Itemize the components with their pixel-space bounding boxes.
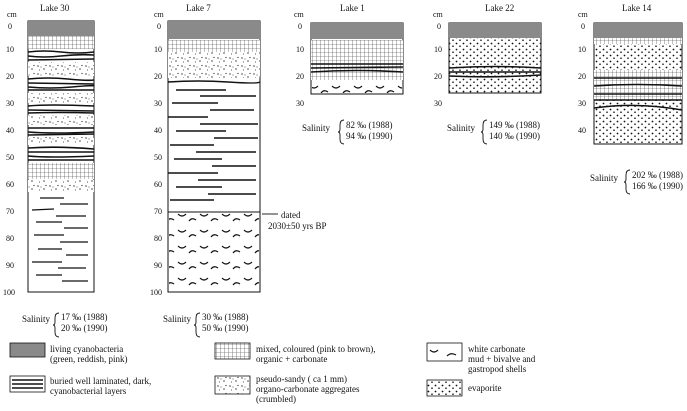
layer-pseudo-sandy: [28, 115, 94, 125]
depth-axis: [434, 22, 442, 108]
tick-label: 20: [6, 72, 14, 81]
salinity-brace: [53, 313, 59, 337]
legend-label: organic + carbonate: [256, 354, 328, 364]
tick-label: 0: [8, 22, 12, 31]
salinity-value-1990: 166 ‰ (1990): [632, 181, 683, 191]
tick-label: 20: [154, 72, 162, 81]
layer-pseudo-sandy: [28, 180, 94, 192]
legend-label: organo-carbonate aggregates: [256, 384, 360, 394]
salinity-value-1990: 20 ‰ (1990): [61, 323, 108, 333]
tick-label: 10: [6, 45, 14, 54]
tick-label: 0: [298, 22, 302, 31]
legend-label: (green, reddish, pink): [50, 354, 128, 364]
core-title: Lake 14: [622, 3, 652, 13]
salinity-label: Salinity: [447, 123, 476, 133]
tick-label: 20: [296, 72, 304, 81]
tick-label: 10: [296, 45, 304, 54]
layer-living-cyanobacteria: [311, 23, 403, 39]
layer-pseudo-sandy: [28, 137, 94, 145]
layer-mixed: [594, 38, 682, 44]
legend-label: mud + bivalve and: [468, 354, 536, 364]
tick-label: 0: [581, 22, 585, 31]
depth-axis: [3, 22, 15, 297]
layer-mixed: [28, 36, 94, 49]
layer-living-cyanobacteria: [449, 23, 541, 38]
core-lake-14: [578, 3, 683, 194]
tick-label: 30: [578, 99, 586, 108]
legend: [10, 343, 536, 404]
depth-unit-label: cm: [294, 10, 304, 19]
core-lake-30: [3, 3, 108, 337]
layer-pseudo-sandy: [28, 93, 94, 103]
depth-unit-label: cm: [578, 10, 588, 19]
legend-label: evaporite: [468, 383, 502, 393]
legend-swatch-evaporite: [427, 380, 462, 396]
tick-label: 0: [437, 22, 441, 31]
dating-annotation-label: dated: [281, 210, 301, 220]
salinity-value-1988: 149 ‰ (1988): [489, 120, 540, 130]
legend-item-evaporite: [427, 380, 501, 396]
legend-swatch-sandy: [215, 376, 250, 394]
core-title: Lake 1: [340, 3, 365, 13]
tick-label: 80: [6, 234, 14, 243]
legend-item-mixed: [215, 343, 375, 364]
tick-label: 20: [578, 72, 586, 81]
salinity-brace: [338, 120, 344, 144]
depth-axis: [150, 22, 162, 297]
core-lake-1: [294, 3, 403, 144]
tick-label: 60: [154, 180, 162, 189]
legend-label: mixed, coloured (pink to brown),: [256, 344, 376, 354]
tick-label: 40: [578, 126, 586, 135]
depth-axis: [296, 22, 304, 108]
layer-mixed: [28, 163, 94, 179]
tick-label: 90: [154, 261, 162, 270]
core-lake-22: [433, 3, 541, 144]
salinity-value-1988: 17 ‰ (1988): [61, 312, 108, 322]
legend-item-living: [10, 343, 127, 364]
tick-label: 30: [434, 99, 442, 108]
salinity-value-1988: 202 ‰ (1988): [632, 170, 683, 180]
salinity-label: Salinity: [302, 123, 331, 133]
depth-unit-label: cm: [433, 10, 443, 19]
core-title: Lake 7: [186, 3, 211, 13]
dating-annotation-value: 2030±50 yrs BP: [268, 221, 327, 231]
tick-label: 50: [6, 153, 14, 162]
salinity-value-1988: 30 ‰ (1988): [202, 312, 249, 322]
layer-living-cyanobacteria: [168, 21, 260, 39]
depth-axis: [578, 22, 586, 135]
tick-label: 90: [6, 261, 14, 270]
salinity-value-1990: 50 ‰ (1990): [202, 323, 249, 333]
legend-label: white carbonate: [468, 344, 526, 354]
legend-item-sandy: [215, 374, 360, 404]
tick-label: 10: [578, 45, 586, 54]
salinity-value-1988: 82 ‰ (1988): [346, 120, 393, 130]
tick-label: 40: [6, 126, 14, 135]
legend-label: (crumbled): [256, 394, 296, 404]
tick-label: 100: [3, 288, 15, 297]
legend-label: pseudo-sandy ( ca 1 mm): [256, 374, 347, 384]
layer-mixed: [311, 40, 403, 64]
legend-item-laminated: [10, 376, 151, 396]
layer-living-cyanobacteria: [28, 21, 94, 36]
layer-carbonate-mud-shells: [312, 80, 402, 93]
core-title: Lake 22: [485, 3, 515, 13]
layer-pseudo-sandy: [28, 62, 94, 76]
layer-living-cyanobacteria: [594, 23, 682, 38]
tick-label: 30: [296, 99, 304, 108]
layer-pseudo-sandy: [168, 52, 260, 78]
salinity-label: Salinity: [163, 314, 192, 324]
tick-label: 10: [434, 45, 442, 54]
depth-unit-label: cm: [154, 10, 164, 19]
tick-label: 20: [434, 72, 442, 81]
legend-label: living cyanobacteria: [50, 344, 124, 354]
tick-label: 0: [157, 22, 161, 31]
tick-label: 50: [154, 153, 162, 162]
salinity-brace: [481, 120, 487, 144]
legend-item-shells: [427, 343, 536, 374]
salinity-label: Salinity: [22, 314, 51, 324]
legend-label: buried well laminated, dark,: [50, 376, 152, 386]
legend-swatch-living: [10, 343, 45, 357]
tick-label: 80: [154, 234, 162, 243]
tick-label: 30: [6, 99, 14, 108]
salinity-brace: [194, 313, 200, 337]
legend-label: cyanobacterial layers: [50, 386, 127, 396]
core-title: Lake 30: [40, 3, 70, 13]
salinity-value-1990: 140 ‰ (1990): [489, 131, 540, 141]
legend-swatch-mixed: [215, 343, 250, 359]
tick-label: 70: [6, 207, 14, 216]
tick-label: 70: [154, 207, 162, 216]
tick-label: 40: [154, 126, 162, 135]
tick-label: 100: [150, 288, 162, 297]
depth-unit-label: cm: [7, 10, 17, 19]
tick-label: 10: [154, 45, 162, 54]
salinity-label: Salinity: [590, 173, 619, 183]
salinity-brace: [624, 170, 630, 194]
tick-label: 60: [6, 180, 14, 189]
legend-label: gastropod shells: [468, 364, 527, 374]
layer-mixed: [168, 40, 260, 52]
layer-carbonate-mud-shells: [169, 213, 259, 291]
tick-label: 30: [154, 99, 162, 108]
salinity-value-1990: 94 ‰ (1990): [346, 131, 393, 141]
